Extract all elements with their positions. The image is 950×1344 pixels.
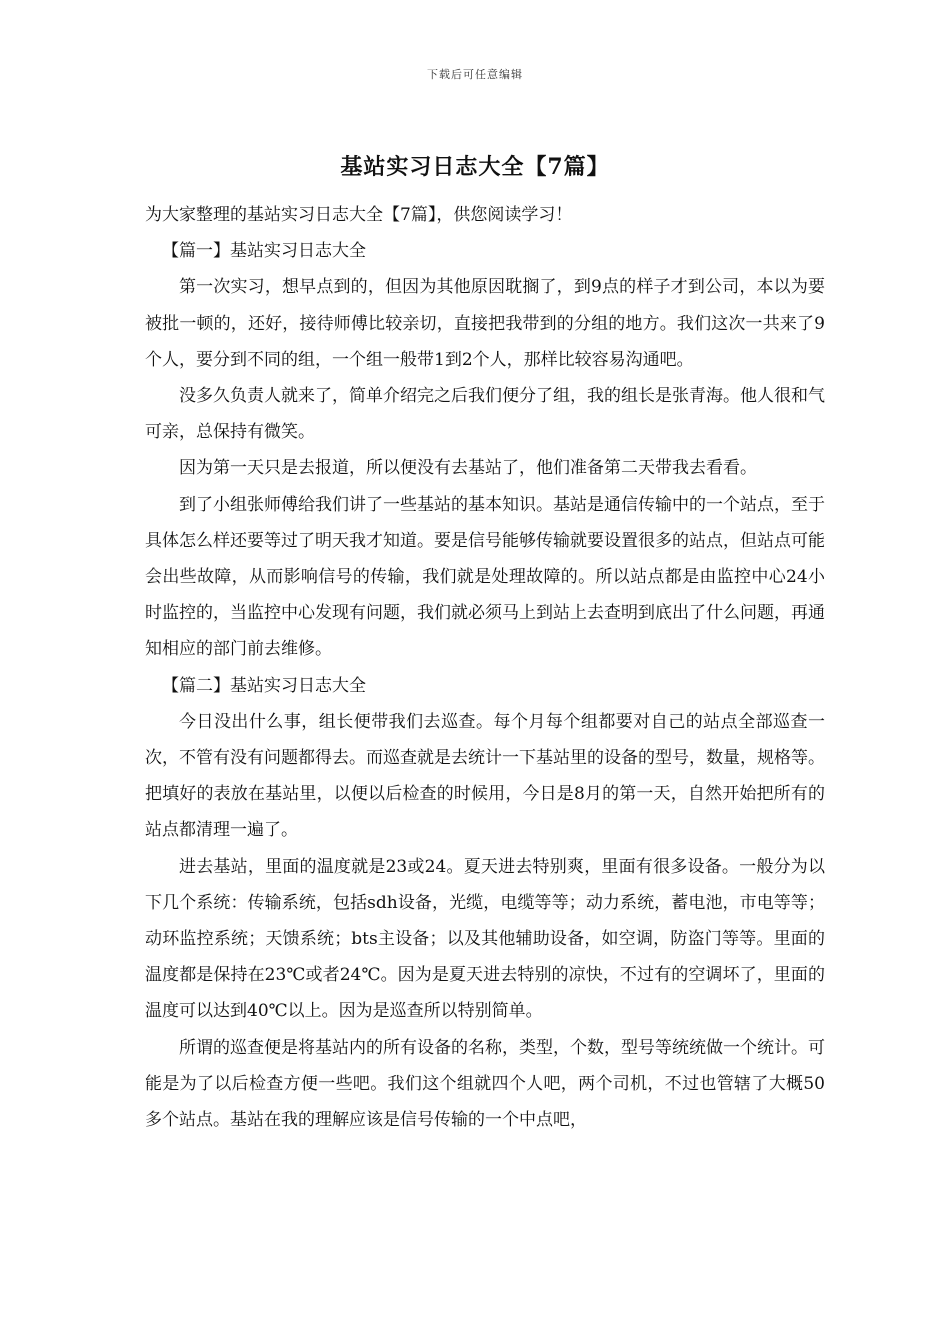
body-paragraph: 所谓的巡查便是将基站内的所有设备的名称，类型，个数，型号等统统做一个统计。可能是为了以后检查方便一些吧。我们这个组就四个人吧，两个司机，不过也管辖了大概50多个站点。基站在我的理解应该是信号传输的一个中点吧， <box>145 1037 825 1131</box>
body-paragraph: 因为第一天只是去报道，所以便没有去基站了，他们准备第二天带我去看看。 <box>179 458 757 479</box>
intro-paragraph: 为大家整理的基站实习日志大全【7篇】，供您阅读学习！ <box>145 205 573 225</box>
body-paragraph: 今日没出什么事，组长便带我们去巡查。每个月每个组都要对自己的站点全部巡查一次，不管有没有问题都得去。而巡查就是去统计一下基站里的设备的型号，数量，规格等。把填好的表放在基站里，以便以后检查的时候用，今日是8月的第一天，自然开始把所有的站点都清理一遍了。 <box>145 711 825 841</box>
body-paragraph: 到了小组张师傅给我们讲了一些基站的基本知识。基站是通信传输中的一个站点，至于具体怎么样还要等过了明天我才知道。要是信号能够传输就要设置很多的站点，但站点可能会出些故障，从而影响信号的传输，我们就是处理故障的。所以站点都是由监控中心24小时监控的，当监控中心发现有问题，我们就必须马上到站上去查明到底出了什么问题，再通知相应的部门前去维修。 <box>145 494 825 660</box>
body-paragraph: 没多久负责人就来了，简单介绍完之后我们便分了组，我的组长是张青海。他人很和气可亲，总保持有微笑。 <box>145 386 825 443</box>
document-body <box>145 197 825 1138</box>
document-title: 基站实习日志大全【7篇】 <box>340 154 610 180</box>
section-heading: 【篇一】基站实习日志大全 <box>162 241 366 262</box>
body-paragraph: 进去基站，里面的温度就是23或24。夏天进去特别爽，里面有很多设备。一般分为以下几个系统：传输系统，包括sdh设备，光缆，电缆等等；动力系统，蓄电池，市电等等；动环监控系统；天馈系统；bts主设备；以及其他辅助设备，如空调，防盗门等等。里面的温度都是保持在23℃或者24℃。因为是夏天进去特别的凉快，不过有的空调坏了，里面的温度可以达到40℃以上。因为是巡查所以特别简单。 <box>145 856 825 1022</box>
page-header-note: 下载后可任意编辑 <box>427 68 523 81</box>
section-heading: 【篇二】基站实习日志大全 <box>162 675 366 696</box>
body-paragraph: 第一次实习，想早点到的，但因为其他原因耽搁了，到9点的样子才到公司，本以为要被批一顿的，还好，接待师傅比较亲切，直接把我带到的分组的地方。我们这次一共来了9个人，要分到不同的组，一个组一般带1到2个人，那样比较容易沟通吧。 <box>145 277 825 370</box>
